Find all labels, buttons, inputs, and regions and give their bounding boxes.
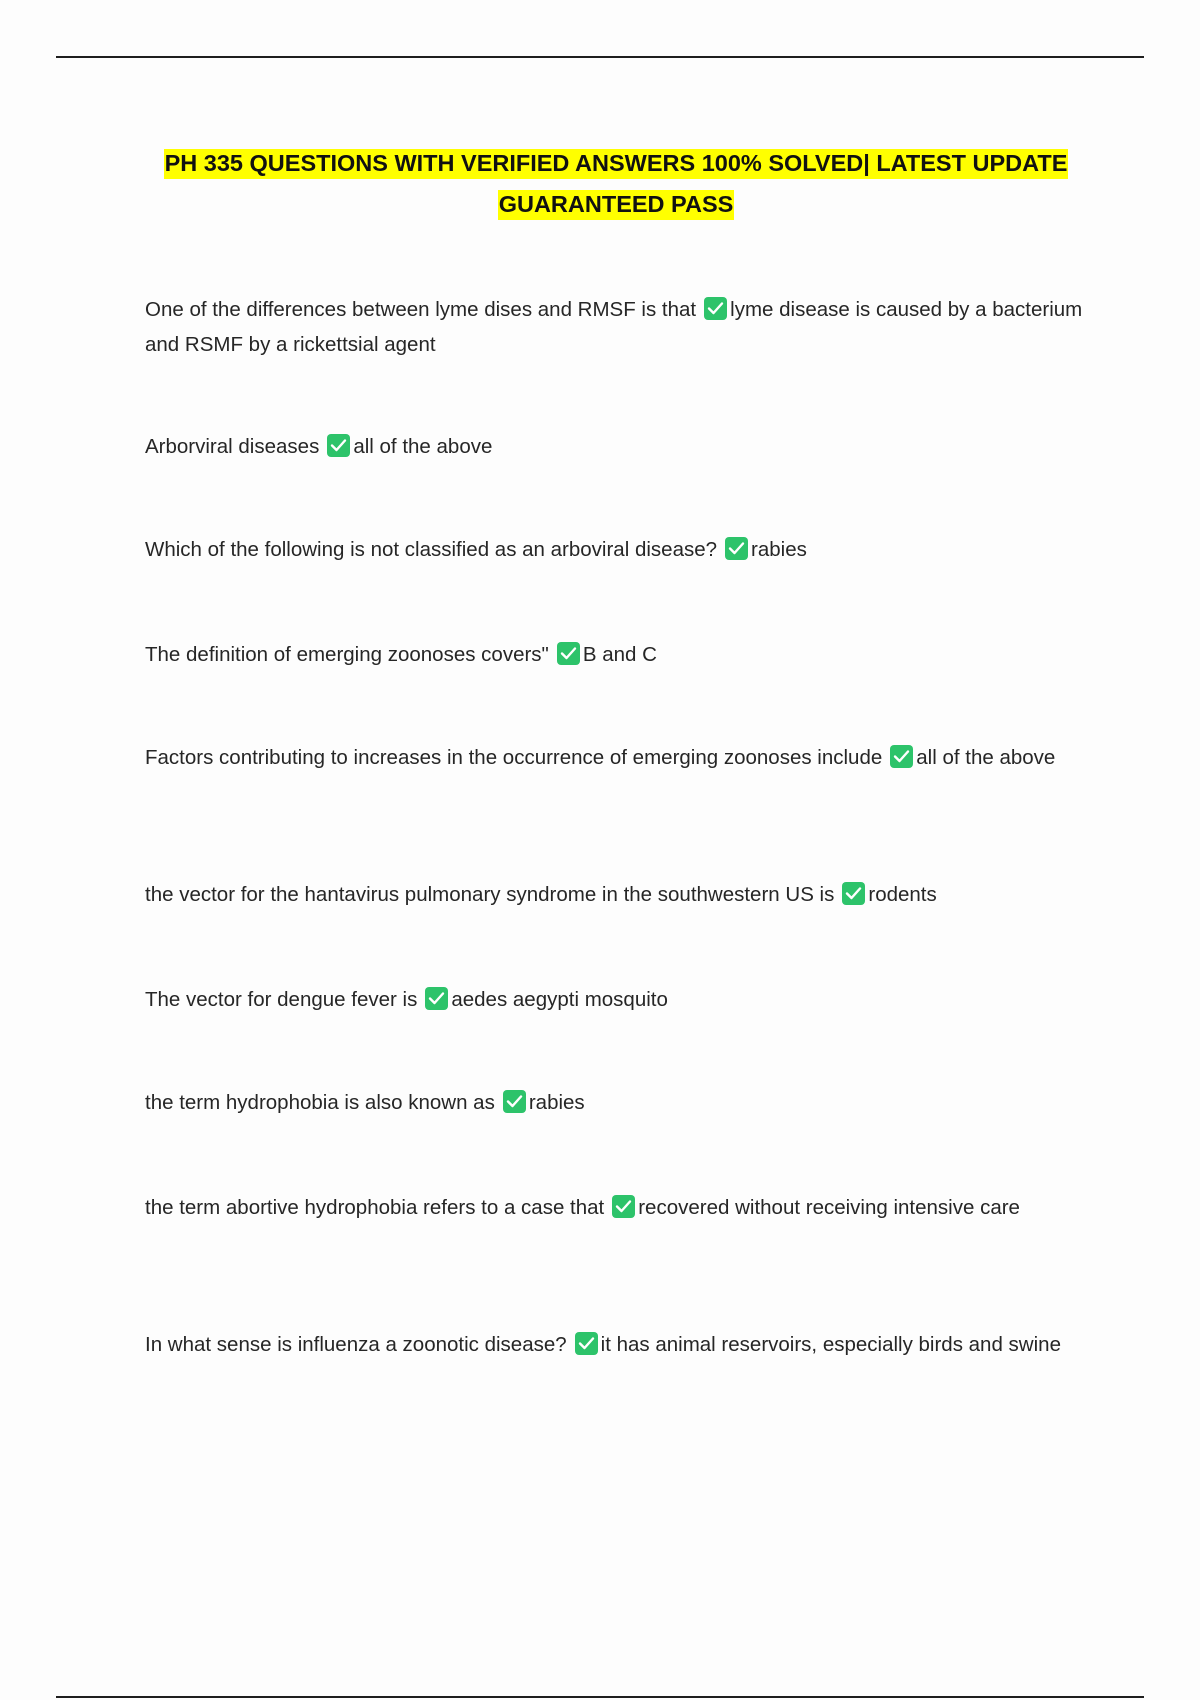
document-title-line-1: PH 335 QUESTIONS WITH VERIFIED ANSWERS 100% SOLVED| LATEST UPDATE (164, 149, 1069, 179)
qa-item (145, 1085, 1085, 1120)
header-rule (56, 56, 1144, 58)
qa-item (145, 982, 1085, 1017)
question-text: the vector for the hantavirus pulmonary syndrome in the southwestern US is (145, 883, 835, 906)
question-text: The vector for dengue fever is (145, 988, 418, 1011)
qa-item (145, 1327, 1085, 1362)
answer-text: all of the above (353, 435, 493, 458)
answer-text: it has animal reservoirs, especially birds and swine (600, 1333, 1061, 1356)
qa-item (145, 740, 1085, 775)
footer-rule (56, 1696, 1144, 1698)
question-text: Arborviral diseases (145, 435, 320, 458)
qa-item (145, 1190, 1085, 1225)
check-mark-icon (890, 745, 913, 768)
qa-item (145, 429, 1085, 464)
answer-text: aedes aegypti mosquito (451, 988, 668, 1011)
check-mark-icon (425, 987, 448, 1010)
answer-text: rabies (528, 1091, 585, 1114)
document-title (130, 143, 1102, 225)
answer-text: B and C (582, 643, 657, 666)
check-mark-icon (725, 537, 748, 560)
check-mark-icon (575, 1332, 598, 1355)
check-mark-icon (704, 297, 727, 320)
question-text: One of the differences between lyme dises and RMSF is that (145, 298, 697, 321)
question-text: In what sense is influenza a zoonotic disease? (145, 1333, 567, 1356)
question-text: the term abortive hydrophobia refers to a case that (145, 1196, 605, 1219)
question-text: The definition of emerging zoonoses covers" (145, 643, 549, 666)
answer-text: rabies (751, 538, 807, 561)
qa-item (145, 292, 1085, 362)
check-mark-icon (842, 882, 865, 905)
check-mark-icon (327, 434, 350, 457)
qa-item (145, 532, 1085, 567)
qa-item (145, 877, 1085, 912)
question-text: Factors contributing to increases in the occurrence of emerging zoonoses include (145, 746, 883, 769)
qa-item (145, 637, 1085, 672)
document-title-line-2: GUARANTEED PASS (498, 190, 735, 220)
question-text: the term hydrophobia is also known as (145, 1091, 495, 1114)
answer-text: recovered without receiving intensive care (638, 1196, 1020, 1219)
answer-text: lyme disease is caused by a bacterium and RSMF by a rickettsial agent (145, 298, 1083, 356)
answer-text: all of the above (916, 746, 1056, 769)
answer-text: rodents (868, 883, 937, 906)
check-mark-icon (503, 1090, 526, 1113)
check-mark-icon (612, 1195, 635, 1218)
check-mark-icon (557, 642, 580, 665)
question-text: Which of the following is not classified as an arboviral disease? (145, 538, 718, 561)
